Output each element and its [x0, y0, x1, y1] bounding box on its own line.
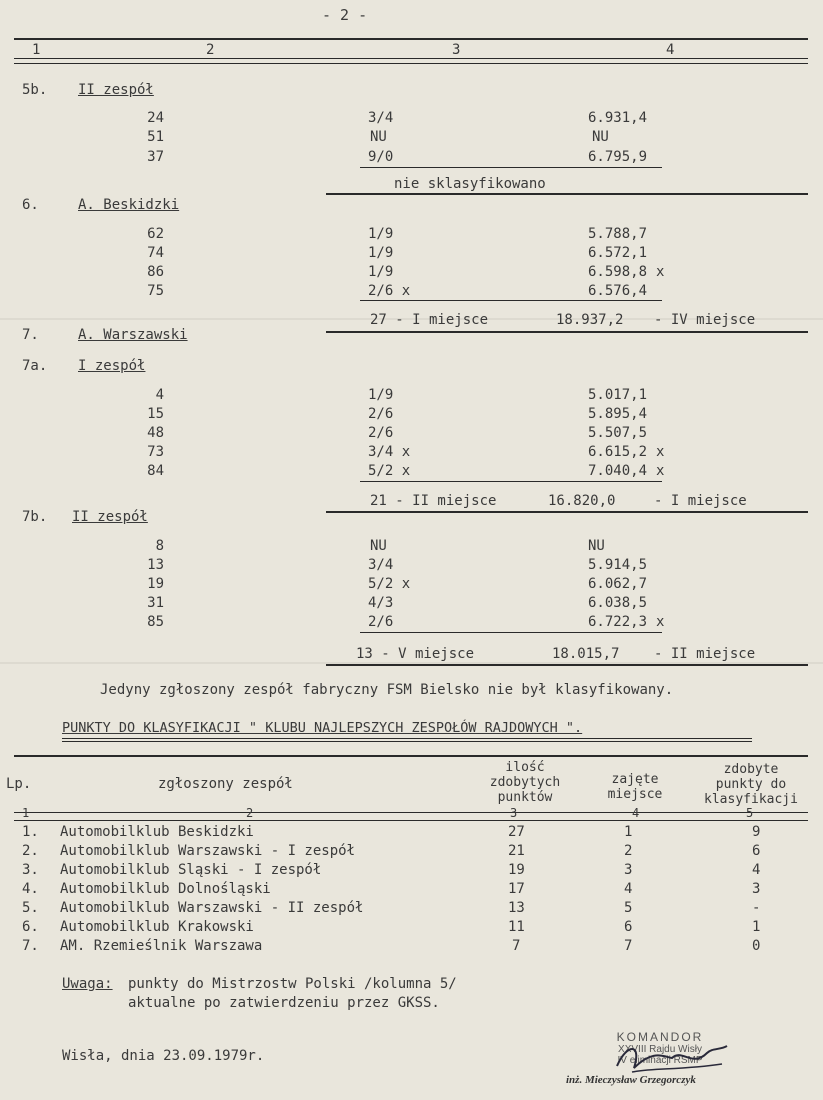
table2-place: 2 — [624, 843, 633, 859]
table2-team: Automobilklub Sląski - I zespół — [60, 862, 322, 878]
header-double-rule — [14, 58, 808, 64]
header-line: miejsce — [607, 787, 663, 802]
table2-points: 7 — [512, 938, 521, 954]
header-line: punkty do — [715, 777, 787, 792]
table2-class: 9 — [752, 824, 761, 840]
subtotal-rule — [360, 632, 662, 633]
time-value: 5.914,5 — [588, 557, 648, 573]
car-number: 75 — [147, 283, 164, 299]
penalty-value: 1/9 — [368, 264, 394, 280]
section-rule — [326, 664, 808, 666]
total-place: - I miejsce — [654, 493, 747, 509]
table2-header-lp: Lp. — [6, 776, 32, 792]
remark-label: Uwaga: — [62, 976, 113, 992]
section-name: II zespół — [72, 509, 148, 525]
car-number: 37 — [147, 149, 164, 165]
penalty-value: 5/2 x — [368, 463, 411, 479]
col-header-4: 4 — [666, 42, 675, 58]
table2-class: 3 — [752, 881, 761, 897]
time-value: 6.576,4 — [588, 283, 648, 299]
points-title: PUNKTY DO KLASYFIKACJI " KLUBU NAJLEPSZYCH ZESPOŁÓW RAJDOWYCH ". — [62, 720, 583, 736]
section-number: 7. — [22, 327, 39, 343]
mark-x: x — [656, 264, 665, 280]
car-number: 4 — [155, 387, 164, 403]
stamp-line: XXVIII Rajdu Wisły — [618, 1044, 702, 1055]
table2-team: AM. Rzemieślnik Warszawa — [60, 938, 263, 954]
table2-class: 0 — [752, 938, 761, 954]
mark-x: x — [656, 444, 665, 460]
table2-points: 19 — [508, 862, 525, 878]
car-number: 19 — [147, 576, 164, 592]
section-rule — [326, 193, 808, 195]
table2-team: Automobilklub Dolnośląski — [60, 881, 271, 897]
section-rule — [326, 331, 808, 333]
time-value: 6.062,7 — [588, 576, 648, 592]
table2-place: 3 — [624, 862, 633, 878]
table2-lp: 2. — [22, 843, 39, 859]
table2-place: 4 — [624, 881, 633, 897]
remark-line: aktualne po zatwierdzeniu przez GKSS. — [128, 995, 440, 1011]
penalty-value: NU — [370, 129, 387, 145]
stamp-line: KOMANDOR — [616, 1030, 704, 1044]
table2-lp: 1. — [22, 824, 39, 840]
table2-col-num: 5 — [746, 806, 754, 820]
table2-team: Automobilklub Warszawski - I zespół — [60, 843, 356, 859]
table2-header-place — [582, 772, 688, 802]
factory-note: Jedyny zgłoszony zespół fabryczny FSM Bielsko nie był klasyfikowany. — [100, 682, 674, 698]
table2-place: 1 — [624, 824, 633, 840]
section-name: A. Warszawski — [78, 327, 188, 343]
mark-x: x — [656, 463, 665, 479]
table2-points: 11 — [508, 919, 525, 935]
section-number: 7b. — [22, 509, 48, 525]
time-value: 5.788,7 — [588, 226, 648, 242]
time-value: 5.895,4 — [588, 406, 648, 422]
table2-place: 5 — [624, 900, 633, 916]
header-line: zdobyte — [723, 762, 779, 777]
time-value: 6.795,9 — [588, 149, 648, 165]
section-name: I zespół — [78, 358, 146, 374]
table2-colnum-rule — [14, 820, 808, 821]
table2-header-class — [696, 762, 806, 807]
car-number: 73 — [147, 444, 164, 460]
car-number: 84 — [147, 463, 164, 479]
table2-lp: 3. — [22, 862, 39, 878]
header-line: punktów — [497, 790, 553, 805]
time-value: NU — [588, 538, 605, 554]
table2-class: - — [752, 900, 761, 916]
car-number: 74 — [147, 245, 164, 261]
header-line: klasyfikacji — [704, 792, 798, 807]
total-time: 18.937,2 — [556, 312, 624, 328]
time-value: 6.615,2 — [588, 444, 648, 460]
penalty-value: 2/6 — [368, 614, 394, 630]
penalty-value: 1/9 — [368, 245, 394, 261]
penalty-value: 1/9 — [368, 226, 394, 242]
subtotal-rule — [360, 481, 662, 482]
penalty-value: NU — [370, 538, 387, 554]
car-number: 15 — [147, 406, 164, 422]
section-rule — [326, 511, 808, 513]
time-value: 6.931,4 — [588, 110, 648, 126]
table2-team: Automobilklub Krakowski — [60, 919, 254, 935]
penalty-value: 1/9 — [368, 387, 394, 403]
penalty-value: 3/4 — [368, 110, 394, 126]
total-points: 21 - II miejsce — [370, 493, 497, 509]
total-place: - IV miejsce — [654, 312, 756, 328]
section-number: 7a. — [22, 358, 48, 374]
col-header-2: 2 — [206, 42, 215, 58]
table2-points: 21 — [508, 843, 525, 859]
car-number: 85 — [147, 614, 164, 630]
subtotal-rule — [360, 167, 662, 168]
penalty-value: 3/4 x — [368, 444, 411, 460]
signatory-name: inż. Mieczysław Grzegorczyk — [566, 1074, 696, 1086]
car-number: 13 — [147, 557, 164, 573]
time-value: 6.038,5 — [588, 595, 648, 611]
time-value: 6.598,8 — [588, 264, 648, 280]
table2-col-num: 2 — [246, 806, 254, 820]
table2-points: 17 — [508, 881, 525, 897]
table2-lp: 4. — [22, 881, 39, 897]
table2-lp: 7. — [22, 938, 39, 954]
signature — [612, 1038, 732, 1078]
table2-class: 4 — [752, 862, 761, 878]
time-value: 5.507,5 — [588, 425, 648, 441]
section-name: A. Beskidzki — [78, 197, 180, 213]
section-name: II zespół — [78, 82, 154, 98]
header-top-rule — [14, 38, 808, 40]
header-line: zajęte — [611, 772, 659, 787]
page-number: - 2 - — [322, 6, 368, 24]
total-place: - II miejsce — [654, 646, 756, 662]
table2-place: 6 — [624, 919, 633, 935]
time-value: 5.017,1 — [588, 387, 648, 403]
car-number: 51 — [147, 129, 164, 145]
table2-col-num: 4 — [632, 806, 640, 820]
penalty-value: 9/0 — [368, 149, 394, 165]
car-number: 86 — [147, 264, 164, 280]
car-number: 31 — [147, 595, 164, 611]
section-number: 6. — [22, 197, 39, 213]
time-value: 7.040,4 — [588, 463, 648, 479]
header-line: zdobytych — [489, 775, 561, 790]
title-double-rule — [62, 738, 752, 742]
table2-header-team: zgłoszony zespół — [158, 776, 293, 792]
penalty-value: 2/6 — [368, 406, 394, 422]
penalty-value: 2/6 x — [368, 283, 411, 299]
stamp-line: IV eliminacji RSMP — [617, 1055, 703, 1066]
table2-points: 27 — [508, 824, 525, 840]
table2-col-num: 1 — [22, 806, 30, 820]
penalty-value: 4/3 — [368, 595, 394, 611]
total-time: 18.015,7 — [552, 646, 620, 662]
penalty-value: 2/6 — [368, 425, 394, 441]
total-points: 27 - I miejsce — [370, 312, 489, 328]
subtotal-rule — [360, 300, 662, 301]
place-date: Wisła, dnia 23.09.1979r. — [62, 1048, 265, 1064]
car-number: 8 — [155, 538, 164, 554]
not-classified-note: nie sklasyfikowano — [394, 176, 546, 192]
car-number: 62 — [147, 226, 164, 242]
remark-line: punkty do Mistrzostw Polski /kolumna 5/ — [128, 976, 457, 992]
table2-team: Automobilklub Beskidzki — [60, 824, 254, 840]
col-header-1: 1 — [32, 42, 41, 58]
mark-x: x — [656, 614, 665, 630]
table2-place: 7 — [624, 938, 633, 954]
table2-lp: 5. — [22, 900, 39, 916]
penalty-value: 5/2 x — [368, 576, 411, 592]
time-value: 6.572,1 — [588, 245, 648, 261]
table2-top-rule — [14, 755, 808, 757]
table2-class: 6 — [752, 843, 761, 859]
car-number: 48 — [147, 425, 164, 441]
section-number: 5b. — [22, 82, 48, 98]
time-value: 6.722,3 — [588, 614, 648, 630]
table2-lp: 6. — [22, 919, 39, 935]
table2-team: Automobilklub Warszawski - II zespół — [60, 900, 364, 916]
penalty-value: 3/4 — [368, 557, 394, 573]
total-time: 16.820,0 — [548, 493, 616, 509]
table2-header-rule — [14, 812, 808, 813]
car-number: 24 — [147, 110, 164, 126]
time-value: NU — [592, 129, 609, 145]
col-header-3: 3 — [452, 42, 461, 58]
table2-header-points — [470, 760, 580, 805]
table2-class: 1 — [752, 919, 761, 935]
header-line: ilość — [505, 760, 545, 775]
table2-col-num: 3 — [510, 806, 518, 820]
table2-points: 13 — [508, 900, 525, 916]
total-points: 13 - V miejsce — [356, 646, 475, 662]
